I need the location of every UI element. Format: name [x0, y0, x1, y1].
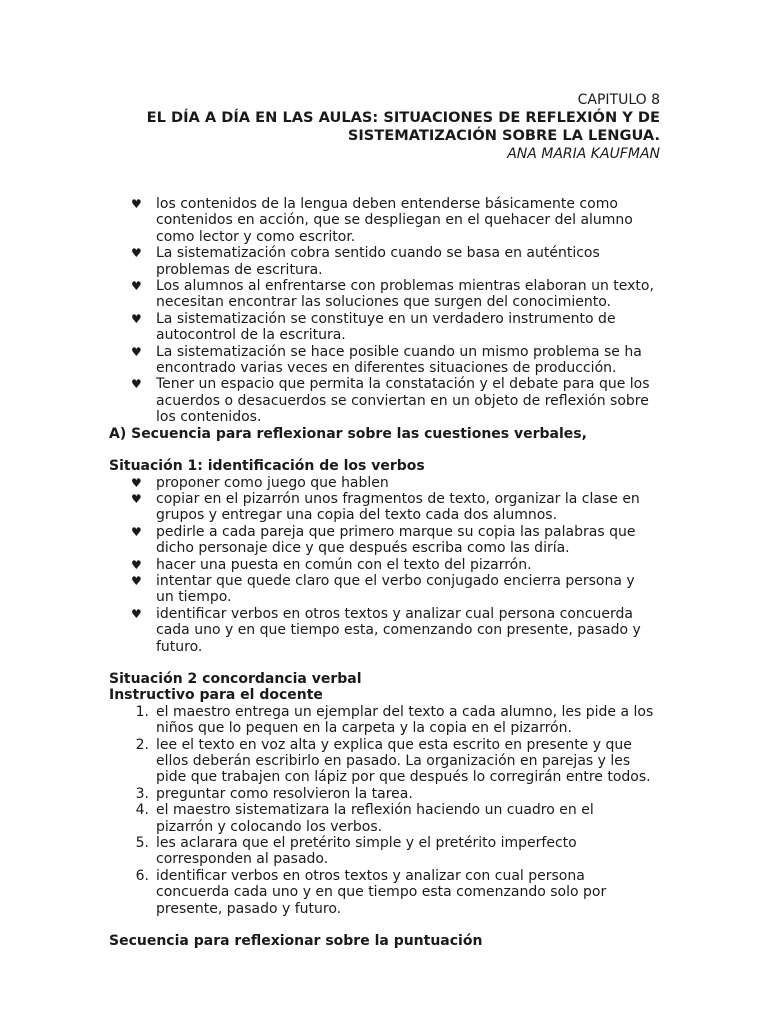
- heart-bullet-icon: ♥: [131, 573, 142, 588]
- heart-bullet-icon: ♥: [131, 246, 142, 261]
- list-item: ♥ Los alumnos al enfrentarse con problemas mientras elaboran un texto, necesitan encontrar las soluciones que surgen del conocimiento.: [131, 278, 654, 311]
- list-item: ♥ identificar verbos en otros textos y analizar cual persona concuerda cada uno y en que tiempo esta, comenzando con presente, pasado y futuro.: [131, 605, 641, 655]
- list-item: ♥ pedirle a cada pareja que primero marque su copia las palabras que dicho personaje dice y que después escriba como las diría.: [131, 523, 636, 557]
- author-name: ANA MARIA KAUFMAN: [507, 146, 660, 162]
- situation-1-bullet-list: [109, 475, 654, 655]
- heart-bullet-icon: ♥: [131, 344, 142, 359]
- heart-bullet-icon: ♥: [131, 524, 142, 539]
- chapter-title-line-1: EL DÍA A DÍA EN LAS AULAS: SITUACIONES DE REFLEXIÓN Y DE: [146, 109, 660, 126]
- list-item: ♥ La sistematización se hace posible cuando un mismo problema se ha encontrado varias veces en diferentes situaciones de producción.: [131, 343, 642, 377]
- heart-bullet-icon: ♥: [131, 311, 142, 326]
- heart-bullet-icon: ♥: [131, 377, 142, 392]
- list-item: ♥ proponer como juego que hablen: [131, 474, 389, 491]
- step-number: 1.: [135, 703, 149, 720]
- list-item: ♥ La sistematización cobra sentido cuando se basa en auténticos problemas de escritura.: [131, 245, 600, 278]
- list-item: 1. el maestro entrega un ejemplar del texto a cada alumno, les pide a los niños que lo pequen en la carpeta y la copia en el pizarrón.: [109, 704, 654, 737]
- list-item: ♥ copiar en el pizarrón unos fragmentos de texto, organizar la clase en grupos y entregar una copia del texto cada dos alumnos.: [131, 490, 640, 524]
- step-number: 5.: [135, 835, 149, 852]
- chapter-header: [147, 91, 660, 163]
- situation-1-heading: Situación 1: identificación de los verbos: [109, 458, 425, 475]
- list-item: ♥ hacer una puesta en común con el texto del pizarrón.: [131, 556, 532, 573]
- step-number: 6.: [135, 867, 149, 884]
- list-item: 6. identificar verbos en otros textos y analizar con cual persona concuerda cada uno y en que tiempo esta comenzando solo por presente, pasado y futuro.: [109, 868, 654, 917]
- list-item: 5. les aclarara que el pretérito simple y el pretérito imperfecto corresponden al pasado.: [109, 835, 654, 868]
- list-item: ♥ los contenidos de la lengua deben entenderse básicamente como contenidos en acción, que se despliegan en el quehacer del alumno como lector y como escritor.: [131, 196, 633, 245]
- heart-bullet-icon: ♥: [131, 606, 142, 621]
- step-number: 4.: [135, 802, 149, 819]
- heart-bullet-icon: ♥: [131, 475, 142, 490]
- list-item: ♥ Tener un espacio que permita la constatación y el debate para que los acuerdos o desacuerdos se conviertan en un objeto de reflexión sobre los contenidos.: [131, 376, 650, 426]
- chapter-number: CAPITULO 8: [577, 92, 660, 108]
- step-number: 2.: [135, 736, 149, 753]
- step-number: 3.: [135, 785, 149, 802]
- section-a-heading: A) Secuencia para reflexionar sobre las cuestiones verbales,: [109, 425, 587, 442]
- situation-2-subheading: Instructivo para el docente: [109, 687, 323, 704]
- list-item: ♥ La sistematización se constituye en un verdadero instrumento de autocontrol de la escritura.: [131, 310, 616, 344]
- heart-bullet-icon: ♥: [131, 279, 142, 294]
- situation-2-numbered-list: [109, 704, 654, 917]
- punctuation-sequence-heading: Secuencia para reflexionar sobre la puntuación: [109, 933, 483, 950]
- chapter-title-line-2: SISTEMATIZACIÓN SOBRE LA LENGUA.: [347, 127, 660, 144]
- document-body: [109, 196, 654, 949]
- heart-bullet-icon: ♥: [131, 197, 142, 211]
- situation-2-heading: Situación 2 concordancia verbal: [109, 670, 362, 687]
- list-item: 4. el maestro sistematizara la reflexión haciendo un cuadro en el pizarrón y colocando los verbos.: [109, 802, 654, 835]
- intro-bullet-list: [109, 196, 654, 426]
- heart-bullet-icon: ♥: [131, 491, 142, 506]
- list-item: 3. preguntar como resolvieron la tarea.: [109, 786, 654, 802]
- heart-bullet-icon: ♥: [131, 557, 142, 572]
- list-item: ♥ intentar que quede claro que el verbo conjugado encierra persona y un tiempo.: [131, 572, 635, 606]
- list-item: 2. lee el texto en voz alta y explica que esta escrito en presente y que ellos deberán escribirlo en pasado. La organización en parejas y les pide que trabajen con lápiz por que después lo corregirán entre todos.: [109, 737, 654, 786]
